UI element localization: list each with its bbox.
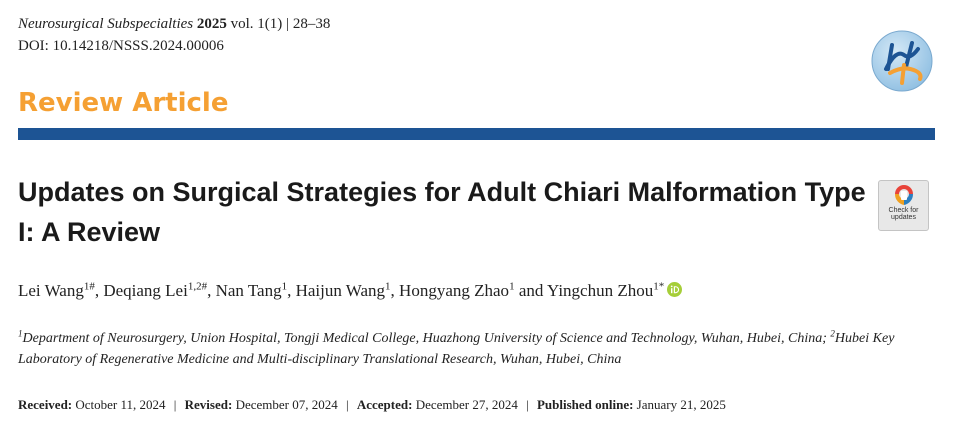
received-label: Received:: [18, 397, 73, 412]
author[interactable]: [216, 281, 288, 300]
check-for-updates-line2: updates: [891, 214, 916, 221]
journal-citation: [18, 15, 330, 33]
author-affiliation-marker: 1: [281, 280, 288, 293]
author[interactable]: [399, 281, 515, 300]
check-for-updates-label: [879, 207, 928, 221]
published-date: January 21, 2025: [636, 397, 726, 412]
accepted-label: Accepted:: [356, 397, 413, 412]
author-name: Nan Tang: [215, 281, 282, 300]
author-name: Haijun Wang: [295, 281, 386, 300]
header-rule: [18, 128, 935, 140]
author-separator: ,: [390, 281, 400, 300]
author-affiliation-marker: 1: [385, 280, 391, 293]
journal-name: Neurosurgical Subspecialties: [18, 16, 194, 32]
author[interactable]: [547, 281, 664, 300]
author-separator: and: [514, 281, 547, 300]
orcid-icon[interactable]: [667, 281, 682, 303]
check-for-updates-badge[interactable]: [878, 180, 929, 231]
date-separator: |: [345, 397, 349, 412]
citation-separator: |: [286, 16, 290, 32]
publisher-logo-icon: [870, 29, 934, 93]
affiliation-marker: 2: [830, 328, 835, 339]
date-separator: |: [173, 397, 177, 412]
author-name: Hongyang Zhao: [399, 281, 510, 300]
author-affiliation-marker: 1#: [83, 280, 95, 293]
author-separator: ,: [207, 281, 216, 300]
check-for-updates-line1: Check for: [888, 207, 919, 214]
journal-pages: 28–38: [292, 16, 331, 32]
check-for-updates-icon: [894, 184, 914, 206]
author-name: Deqiang Lei: [103, 281, 188, 300]
affiliation-marker: 1: [18, 328, 23, 339]
author-affiliation-marker: 1,2#: [187, 280, 208, 293]
affiliations: [18, 328, 938, 370]
article-dates: [18, 396, 726, 414]
author-affiliation-marker: 1*: [653, 280, 665, 293]
article-type-heading: Review Article: [18, 88, 229, 118]
author-name: Lei Wang: [18, 281, 84, 300]
published-label: Published online:: [536, 397, 634, 412]
revised-label: Revised:: [184, 397, 233, 412]
article-title: Updates on Surgical Strategies for Adult Chiari Malformation Type I: A Review: [18, 177, 866, 247]
author-list: [18, 280, 682, 303]
author-separator: ,: [287, 281, 296, 300]
author[interactable]: [18, 281, 95, 300]
author[interactable]: [296, 281, 391, 300]
journal-volume: vol. 1(1): [230, 16, 283, 32]
date-separator: |: [526, 397, 529, 412]
accepted-date: December 27, 2024: [415, 397, 518, 412]
received-date: October 11, 2024: [75, 397, 166, 412]
author-name: Yingchun Zhou: [546, 281, 654, 300]
revised-date: December 07, 2024: [235, 397, 338, 412]
doi[interactable]: DOI: 10.14218/NSSS.2024.00006: [18, 38, 224, 54]
author[interactable]: [103, 281, 207, 300]
author-separator: ,: [94, 281, 104, 300]
author-affiliation-marker: 1: [509, 280, 515, 293]
affiliation-1: Department of Neurosurgery, Union Hospital, Tongji Medical College, Huazhong University of Science and Technology, Wuhan, Hubei, China;: [22, 331, 831, 346]
affiliation-2: Hubei Key Laboratory of Regenerative Medicine and Multi-disciplinary Translational Research, Wuhan, Hubei, China: [18, 331, 895, 367]
journal-year: 2025: [196, 16, 227, 32]
